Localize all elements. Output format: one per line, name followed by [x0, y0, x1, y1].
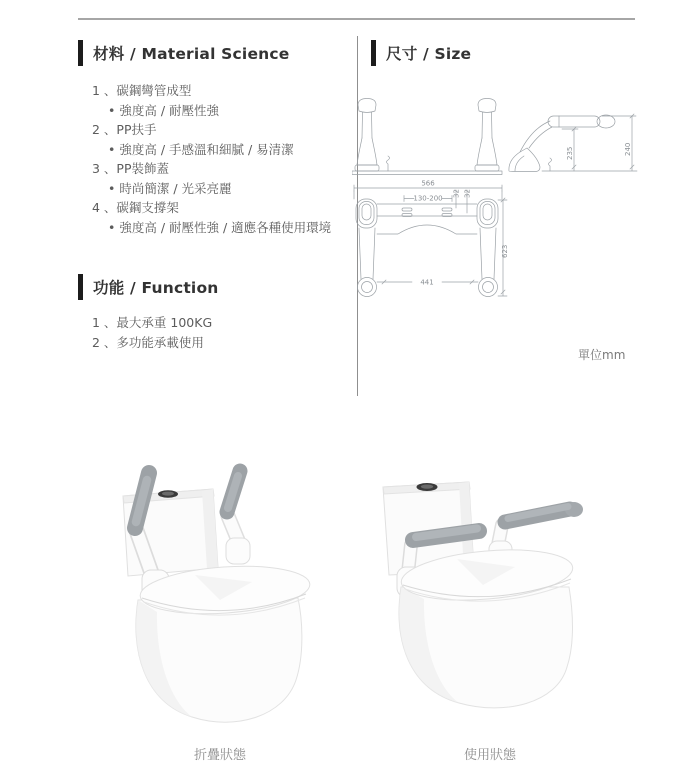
material-item: [92, 81, 348, 120]
function-section-header: [78, 274, 348, 300]
dim-slot-b: 32: [463, 189, 472, 198]
size-section-title: 尺寸 / Size: [386, 45, 472, 63]
material-item-label: 1 、碳鋼彎管成型: [92, 83, 192, 98]
function-section-title: 功能 / Function: [93, 279, 219, 297]
unit-note: 單位mm: [578, 348, 626, 362]
toilet-bowl: [136, 598, 302, 722]
caption-inuse-state: 使用狀態: [463, 748, 516, 763]
material-item-detail: • 時尚簡潔 / 光采亮麗: [108, 180, 232, 196]
caption-folded-state: 折疊狀態: [193, 748, 246, 763]
material-item-detail: • 強度高 / 耐壓性強 / 適應各種使用環境: [108, 219, 332, 235]
section-marker-bar: [371, 40, 376, 66]
material-item-label: 4 、碳鋼支撐架: [92, 200, 179, 215]
material-section: [78, 40, 348, 237]
side-view-drawing: [509, 114, 637, 172]
toilet-inuse-image: [365, 445, 615, 735]
armrest-bracket-right: [226, 538, 250, 564]
dim-grip-height-outer: 240: [624, 142, 632, 156]
size-section-header: [371, 40, 651, 66]
material-section-header: [78, 40, 348, 66]
dim-inner-width: 441: [420, 278, 434, 287]
dim-overall-width: 566: [421, 179, 435, 188]
dimension-drawing: [352, 96, 652, 308]
material-item-detail: • 強度高 / 耐壓性強: [108, 102, 220, 118]
function-section: [78, 274, 348, 352]
dim-slot-a: 32: [452, 189, 461, 198]
toilet-bowl: [399, 587, 572, 708]
material-item: [92, 198, 348, 237]
material-item-label: 2 、PP扶手: [92, 122, 157, 137]
armrest-right: [498, 502, 583, 545]
section-marker-bar: [78, 40, 83, 66]
dim-overall-depth: 623: [501, 244, 509, 258]
function-item: 1 、最大承重 100KG: [92, 315, 213, 330]
material-list: [92, 81, 348, 237]
function-item: 2 、多功能承載使用: [92, 334, 204, 350]
material-item-label: 3 、PP裝飾蓋: [92, 161, 170, 176]
material-section-title: 材料 / Material Science: [93, 45, 290, 63]
material-item: [92, 159, 348, 198]
dim-grip-height-inner: 235: [566, 146, 574, 160]
top-divider-line: [78, 18, 635, 20]
dim-adjustable-range: 130-200: [413, 194, 443, 203]
size-section: [371, 40, 651, 66]
material-item-detail: • 強度高 / 手感溫和細膩 / 易清潔: [108, 141, 294, 157]
material-item: [92, 120, 348, 159]
function-list: [92, 313, 348, 352]
toilet-folded-image: [100, 450, 340, 740]
dimension-labels: [413, 143, 632, 287]
section-marker-bar: [78, 274, 83, 300]
front-view-drawing: [352, 99, 502, 175]
